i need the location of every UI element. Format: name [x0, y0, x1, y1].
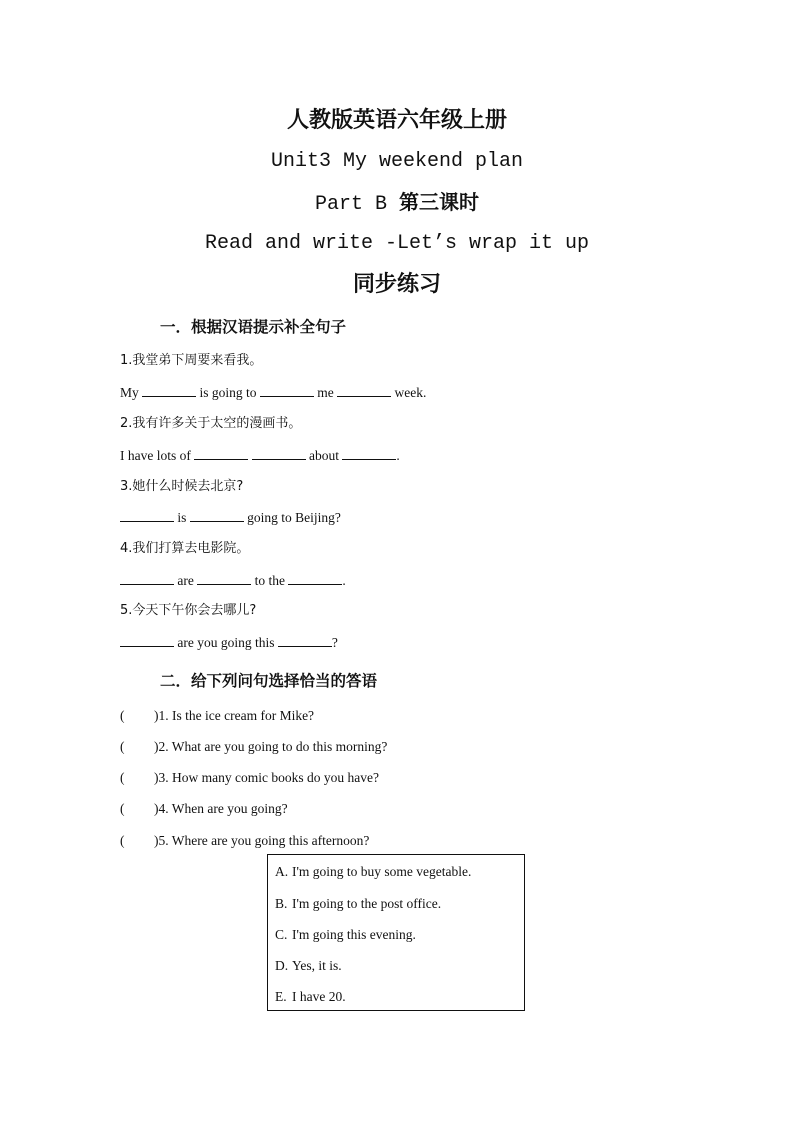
answer-blank[interactable]: [197, 572, 251, 585]
section-1-heading: 一．根据汉语提示补全句子: [160, 318, 347, 336]
lesson-subtitle: Read and write -Let’s wrap it up: [204, 232, 590, 255]
question-2: ( )2. What are you going to do this morning?: [120, 739, 388, 754]
option-c: C. I'm going this evening.: [275, 927, 416, 942]
answer-paren[interactable]: (: [120, 770, 125, 785]
lesson-part: Part B: [314, 193, 399, 216]
exercise-5-chinese: 5.今天下午你会去哪儿?: [120, 603, 257, 618]
answer-paren[interactable]: (: [120, 801, 125, 816]
answer-blank[interactable]: [190, 509, 244, 522]
answer-options-box: [267, 854, 525, 1011]
answer-blank[interactable]: [278, 634, 332, 647]
question-1: ( )1. Is the ice cream for Mike?: [120, 708, 315, 723]
answer-paren[interactable]: (: [120, 708, 125, 723]
answer-blank[interactable]: [194, 447, 248, 460]
exercise-3-chinese: 3.她什么时候去北京?: [120, 479, 244, 494]
book-title: 人教版英语六年级上册: [286, 108, 507, 133]
answer-blank[interactable]: [120, 572, 174, 585]
answer-blank[interactable]: [120, 634, 174, 647]
exercise-1-chinese: 1.我堂弟下周要来看我。: [120, 353, 263, 368]
option-a: A. I'm going to buy some vegetable.: [275, 864, 472, 879]
question-5: ( )5. Where are you going this afternoon?: [120, 833, 370, 848]
unit-title: Unit3 My weekend plan: [270, 150, 524, 173]
exercise-2-chinese: 2.我有许多关于太空的漫画书。: [120, 416, 302, 431]
option-b: B. I'm going to the post office.: [275, 896, 442, 911]
answer-blank[interactable]: [337, 384, 391, 397]
answer-blank[interactable]: [142, 384, 196, 397]
answer-blank[interactable]: [342, 447, 396, 460]
answer-blank[interactable]: [288, 572, 342, 585]
lesson-title: [0, 182, 794, 223]
answer-blank[interactable]: [252, 447, 306, 460]
document-title-block: [0, 100, 794, 305]
exercise-2-sentence: I have lots of about .: [120, 448, 400, 463]
question-3: ( )3. How many comic books do you have?: [120, 770, 379, 785]
exercise-4-sentence: are to the .: [120, 572, 346, 590]
exercise-3-sentence: is going to Beijing?: [120, 509, 341, 527]
option-e: E. I have 20.: [275, 989, 346, 1004]
answer-blank[interactable]: [260, 384, 314, 397]
exercise-5-sentence: are you going this ?: [120, 634, 338, 652]
answer-paren[interactable]: (: [120, 833, 125, 848]
option-d: D. Yes, it is.: [275, 958, 342, 973]
answer-paren[interactable]: (: [120, 739, 125, 754]
lesson-period: 第三课时: [399, 190, 479, 214]
section-2-heading: 二．给下列问句选择恰当的答语: [160, 672, 378, 690]
exercise-4-chinese: 4.我们打算去电影院。: [120, 541, 250, 556]
exercise-1-sentence: My is going to me week.: [120, 385, 427, 400]
worksheet-title: 同步练习: [352, 272, 441, 297]
question-4: ( )4. When are you going?: [120, 801, 288, 816]
answer-blank[interactable]: [120, 509, 174, 522]
